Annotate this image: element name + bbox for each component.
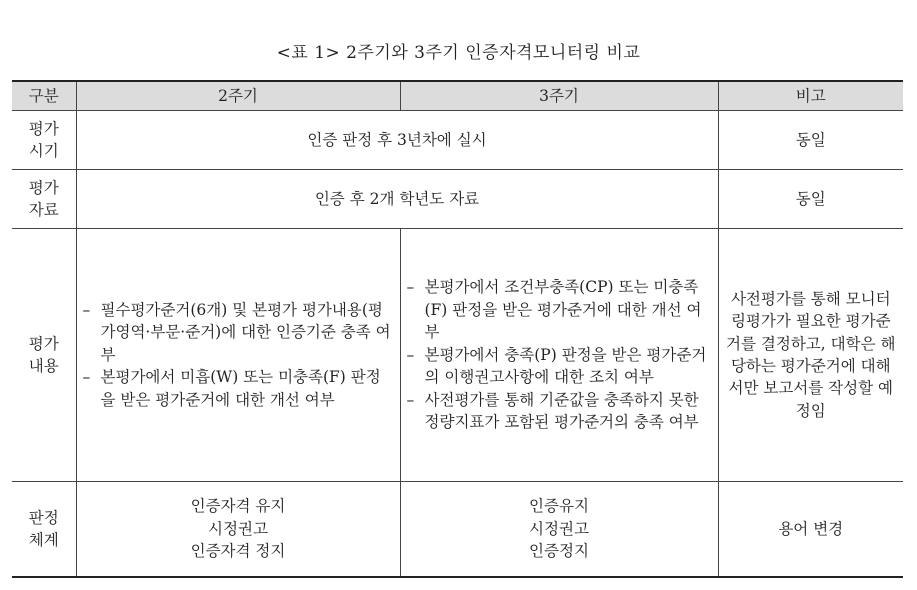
list-item: 시정권고	[208, 519, 268, 538]
list-item: 인증유지	[529, 497, 589, 516]
comparison-table	[12, 80, 903, 578]
system-cycle-2	[76, 482, 400, 578]
list-item: – 본평가에서 충족(P) 판정을 받은 평가준거의 이행권고사항에 대한 조치 여부	[407, 344, 712, 389]
list-item: 시정권고	[529, 519, 589, 538]
list-item: 인증자격 정지	[190, 542, 286, 561]
content-cycle-2	[76, 229, 400, 482]
header-note: 비고	[718, 81, 903, 111]
table-row-timing	[12, 111, 903, 170]
content-note: 사전평가를 통해 모니터링평가가 필요한 평가준거를 결정하고, 대학은 해당하는 평가준거에 대해서만 보고서를 작성할 예정임	[718, 229, 903, 482]
table-row-content	[12, 229, 903, 482]
header-cycle-2: 2주기	[76, 81, 400, 111]
content-cycle-2-list	[83, 299, 394, 411]
list-item: – 본평가에서 조건부충족(CP) 또는 미충족(F) 판정을 받은 평가준거에 대한 개선 여부	[407, 276, 712, 343]
header-cycle-3: 3주기	[400, 81, 718, 111]
list-item: – 필수평가준거(6개) 및 본평가 평가내용(평가영역·부문·준거)에 대한 인증기준 충족 여부	[83, 299, 394, 366]
list-item: – 사전평가를 통해 기준값을 충족하지 못한 정량지표가 포함된 평가준거의 충족 여부	[407, 389, 712, 434]
content-cycle-3	[400, 229, 718, 482]
list-item: 인증자격 유지	[190, 497, 286, 516]
content-cycle-3-list	[407, 276, 712, 433]
table-row-material	[12, 170, 903, 229]
row-label-timing: 평가 시기	[12, 111, 76, 170]
table-header-row	[12, 81, 903, 111]
list-item: 인증정지	[529, 542, 589, 561]
material-value: 인증 후 2개 학년도 자료	[76, 170, 718, 229]
system-note: 용어 변경	[718, 482, 903, 578]
table-caption: <표 1> 2주기와 3주기 인증자격모니터링 비교	[276, 43, 641, 63]
material-note: 동일	[718, 170, 903, 229]
row-label-content: 평가 내용	[12, 229, 76, 482]
system-cycle-3	[400, 482, 718, 578]
timing-value: 인증 판정 후 3년차에 실시	[76, 111, 718, 170]
timing-note: 동일	[718, 111, 903, 170]
header-category: 구분	[12, 81, 76, 111]
list-item: – 본평가에서 미흡(W) 또는 미충족(F) 판정을 받은 평가준거에 대한 개선 여부	[83, 366, 394, 411]
table-row-system	[12, 482, 903, 578]
row-label-system: 판정 체계	[12, 482, 76, 578]
row-label-material: 평가 자료	[12, 170, 76, 229]
